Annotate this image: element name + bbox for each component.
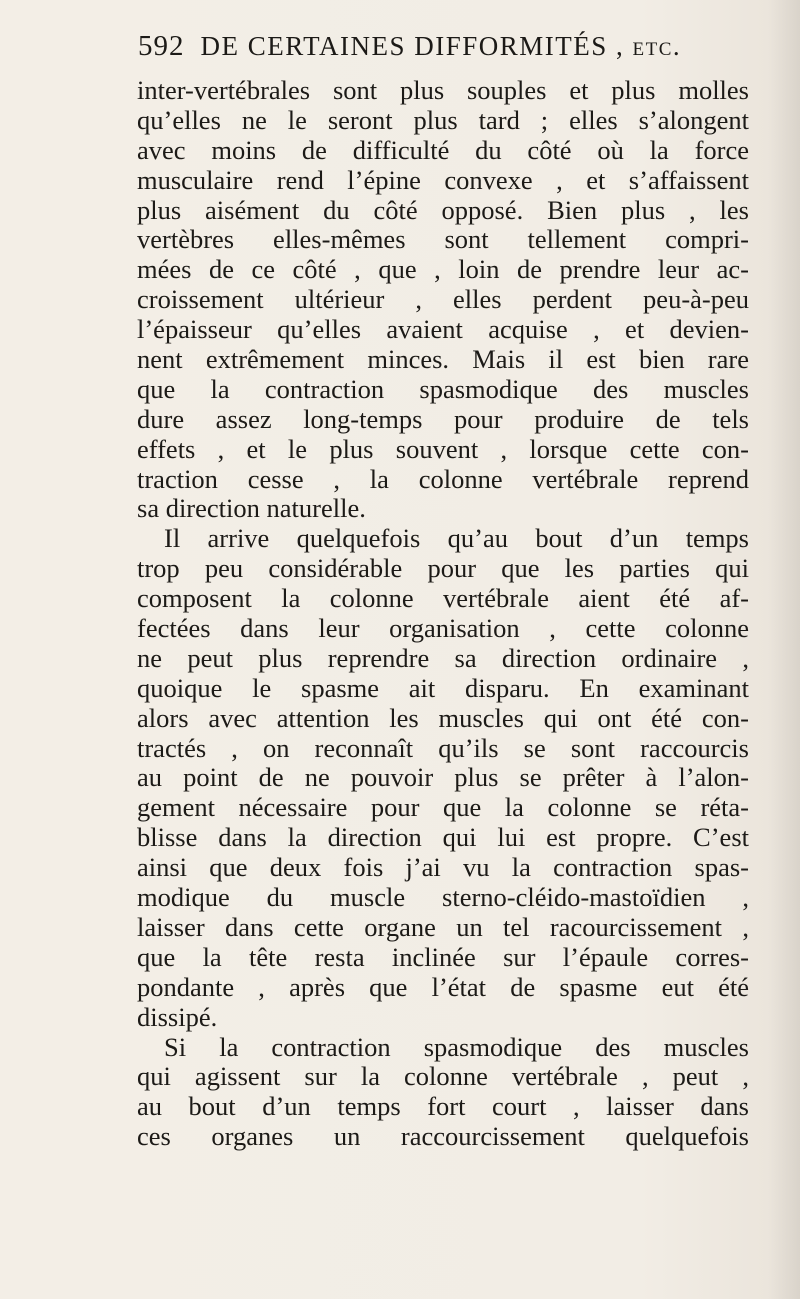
text-line: que la tête resta inclinée sur l’épaule corres- xyxy=(137,941,749,972)
text-line: croissement ultérieur , elles perdent peu-à-peu xyxy=(137,284,749,315)
text-line: mées de ce côté , que , loin de prendre leur ac- xyxy=(137,254,749,285)
text-line: inter-vertébrales sont plus souples et plus molles xyxy=(137,75,749,105)
text-line: qui agissent sur la colonne vertébrale , peut , xyxy=(137,1061,749,1092)
text-line: pondante , après que l’état de spasme eut été xyxy=(137,971,749,1002)
text-line: modique du muscle sterno-cléido-mastoïdien , xyxy=(137,882,749,913)
text-line: ne peut plus reprendre sa direction ordinaire , xyxy=(137,642,749,673)
text-line: alors avec attention les muscles qui ont été con- xyxy=(137,702,749,733)
text-line: au point de ne pouvoir plus se prêter à l’alon- xyxy=(137,762,749,793)
text-line: trop peu considérable pour que les parties qui xyxy=(137,553,749,584)
text-line: que la contraction spasmodique des muscles xyxy=(137,373,749,404)
text-line: laisser dans cette organe un tel racourcissement , xyxy=(137,911,749,942)
text-line: tractés , on reconnaît qu’ils se sont raccourcis xyxy=(137,732,749,763)
text-line: fectées dans leur organisation , cette colonne xyxy=(137,613,749,644)
text-line: gement nécessaire pour que la colonne se réta- xyxy=(137,792,749,823)
page-number: 592 xyxy=(138,30,185,62)
text-line: dissipé. xyxy=(137,1001,218,1032)
text-line: dure assez long-temps pour produire de tels xyxy=(137,403,749,434)
running-title: DE CERTAINES DIFFORMITÉS , etc. xyxy=(200,31,682,61)
text-line: traction cesse , la colonne vertébrale reprend xyxy=(137,463,749,494)
text-line: Si la contraction spasmodique des muscles xyxy=(164,1031,749,1062)
text-line: l’épaisseur qu’elles avaient acquise , et devien- xyxy=(137,314,749,345)
text-line: nent extrêmement minces. Mais il est bien rare xyxy=(137,344,749,375)
text-line: sa direction naturelle. xyxy=(137,493,366,524)
text-line: effets , et le plus souvent , lorsque cette con- xyxy=(137,433,749,464)
text-line: Il arrive quelquefois qu’au bout d’un temps xyxy=(164,523,749,554)
text-line: avec moins de difficulté du côté où la force xyxy=(137,134,749,165)
text-line: quoique le spasme ait disparu. En examinant xyxy=(137,672,749,703)
text-line: plus aisément du côté opposé. Bien plus , les xyxy=(137,194,749,225)
text-line: au bout d’un temps fort court , laisser dans xyxy=(137,1091,749,1122)
text-line: blisse dans la direction qui lui est propre. C’est xyxy=(137,822,749,853)
text-line: ces organes un raccourcissement quelquefois xyxy=(137,1121,749,1152)
body-text xyxy=(137,76,749,1152)
text-line: qu’elles ne le seront plus tard ; elles s’alongent xyxy=(137,104,749,135)
text-line: ainsi que deux fois j’ai vu la contraction spas- xyxy=(137,852,749,883)
running-head xyxy=(138,30,698,63)
text-line: vertèbres elles-mêmes sont tellement compri- xyxy=(137,224,749,255)
text-line: musculaire rend l’épine convexe , et s’affaissent xyxy=(137,164,749,195)
text-line: composent la colonne vertébrale aient été af- xyxy=(137,583,749,614)
